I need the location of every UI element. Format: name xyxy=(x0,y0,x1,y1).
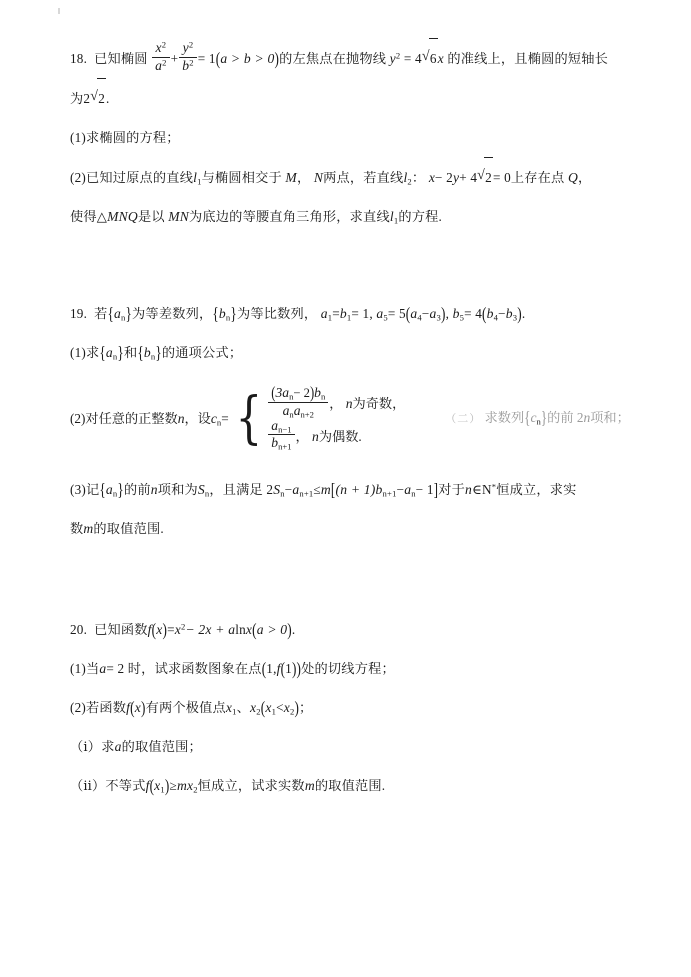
q19-le-sign: ≤ xyxy=(313,481,321,497)
q19-part1-label: (1) xyxy=(70,345,86,360)
q18-fraction-x2-a2: $\frac{x^2}{a^2}$ xyxy=(152,41,170,73)
q19-cond3-b5: b xyxy=(452,306,460,321)
q19-part1-text-c: 的通项公式； xyxy=(161,345,243,360)
q19-part3-text-f: 恒成立，求实 xyxy=(496,481,577,497)
q19-case1-condition: 为奇数， xyxy=(352,395,406,411)
q19-part2-lead: (2)对任意的正整数n，设$c_n=$ xyxy=(70,411,229,428)
q19-faint-marking: （二） xyxy=(445,413,482,426)
q18-stem-line1: 18. 已知椭圆 $\frac{x^2}{a^2}$ + $\frac{y^2}{b^2}$ = 1(a > b > 0)的左焦点在抛物线 $y^2 = 4$ √ 6x 的准线上，且椭圆的短轴长 xyxy=(70,38,630,78)
q18-parabola-x: x xyxy=(437,51,444,66)
q19-cond2-a5: a xyxy=(376,306,384,321)
q19-seq-a: a xyxy=(114,306,122,321)
q20-part2i-label: （ⅰ） xyxy=(70,738,102,754)
q18-fraction-y2-b2: $\frac{y^2}{b^2}$ xyxy=(179,41,197,73)
q18-line3-text-d: 的方程. xyxy=(398,209,442,224)
q19-case2-condition: 为偶数. xyxy=(318,428,362,444)
q18-line3-text-b: 是以 xyxy=(137,209,165,224)
q19-part3-label: (3) xyxy=(70,481,86,497)
q18-line2-prefix: 为 xyxy=(70,91,84,106)
q18-part-1 xyxy=(70,118,630,157)
q19-stem-b: 为等差数列， xyxy=(132,306,213,321)
q18-sqrt-2: √ 2 xyxy=(90,78,106,118)
q18-segment-MN: MN xyxy=(168,209,190,224)
gap-after-q18 xyxy=(70,236,630,294)
q18-number: 18. xyxy=(70,51,88,66)
q20-part2-label: (2) xyxy=(70,699,86,715)
q19-part-3-line2: 数m的取值范围. xyxy=(70,520,164,536)
q18-eq-x: x xyxy=(428,170,436,185)
q18-part1-text: 求椭圆的方程； xyxy=(85,130,180,145)
q18-eq-sqrt-2: √ 2 xyxy=(477,157,493,197)
q20-ln: ln xyxy=(235,621,246,637)
q18-line3-text-a: 使得 xyxy=(70,209,97,224)
q18-part1-label: (1) xyxy=(70,130,86,145)
q19-part-1: (1)求$\{a_n\}$和$\{b_n\}$的通项公式； xyxy=(70,342,243,363)
q19-part1-text-b: 和 xyxy=(123,345,138,360)
q19-c-n: c xyxy=(210,411,217,427)
q18-equals-one: = 1 xyxy=(197,51,216,66)
q18-part2-text-b: 与椭圆相交于 xyxy=(201,170,282,185)
q18-line-l1: l xyxy=(193,170,198,185)
q19-case-odd: $\frac{(3a_n- 2)b_n}{a_na_{n+2}}$ ， n为奇数， xyxy=(267,386,405,419)
paper-content xyxy=(70,38,630,805)
element-of-symbol: ∈ xyxy=(472,481,482,497)
q19-stem-c: 为等比数列， xyxy=(236,306,318,321)
q20-part1-text-a: 当 xyxy=(85,660,100,676)
q19-part2-lead-b: ，设 xyxy=(184,411,211,427)
q18-part-2-line1: (2)已知过原点的直线$l_1$与椭圆相交于 M， N两点，若直线$l_2$： x− 2y+ 4 √ 2= 0上存在点 Q， xyxy=(70,157,630,197)
q18-eq-zero: = 0 xyxy=(492,170,511,185)
q20-stem: 20. 已知函数$f(x)=x^2- 2x + alnx(a > 0)$. xyxy=(70,619,296,640)
q19-number: 19. xyxy=(70,306,88,321)
q18-stem-text-3: 的准线上，且椭圆的短轴长 xyxy=(447,51,609,66)
q19-part2-tail: （二） 求数列$\{c_n\}$的前 2n项和； xyxy=(445,407,630,428)
q20-part1-label: (1) xyxy=(70,660,86,676)
q20-part-2: (2)若函数f(x)有两个极值点$x_1$、$x_2(x_1<x_2)$； xyxy=(70,697,313,718)
q18-colon: ： xyxy=(411,170,426,185)
q20-part2ii-label: （ⅱ） xyxy=(70,777,106,793)
q18-comma-1: ， xyxy=(296,170,311,185)
q18-point-N: N xyxy=(313,170,324,185)
q18-stem-line2 xyxy=(70,78,630,118)
q18-point-Q: Q xyxy=(567,170,578,185)
q19-Sn: S xyxy=(197,481,205,497)
q19-part2-tail-a: 求数列 xyxy=(484,410,525,426)
q20-part2-text-a: 若函数 xyxy=(85,699,127,715)
triangle-symbol: △ xyxy=(96,209,108,224)
q18-point-M: M xyxy=(285,170,297,185)
ge-sign: ≥ xyxy=(169,777,177,793)
q20-part2-text-d: ； xyxy=(299,699,313,715)
q20-number: 20. xyxy=(70,621,88,637)
q18-line2-coefficient: 2 xyxy=(83,91,91,106)
q18-plus-sign: + xyxy=(170,51,179,66)
q20-part-2-ii: （ⅱ）不等式$f(x_1)\ge mx_2$恒成立，试求实数m的取值范围. xyxy=(70,775,386,796)
q20-stem-period: . xyxy=(291,621,296,637)
q20-part2-text-c: 、 xyxy=(236,699,251,715)
q19-cases xyxy=(267,383,406,452)
q20-fn-rest: − 2x + a xyxy=(185,621,236,637)
q18-comma-2: ， xyxy=(577,170,592,185)
q19-part2-lead-a: 对任意的正整数 xyxy=(85,411,178,427)
q20-part-2-i: （ⅰ）求a的取值范围； xyxy=(70,738,202,754)
q20-part1-text-b: = 2 时，试求函数图象在点 xyxy=(106,660,262,676)
q18-part2-text-d: 上存在点 xyxy=(510,170,565,185)
q19-part2-label: (2) xyxy=(70,411,86,427)
q19-stem-line1: 19. 若$\{a_n\}$为等差数列，$\{b_n\}$为等比数列， $a_1=b_1= 1$, $a_5= 5(a_4-a_3)$, $b_5= 4(b_4-b_3)$. xyxy=(70,303,526,324)
q19-seq-b: b xyxy=(218,306,226,321)
q20-part-1: (1)当a= 2 时，试求函数图象在点(1,f(1))处的切线方程； xyxy=(70,658,395,679)
q18-sqrt-6: √ 6 xyxy=(422,38,438,78)
q20-part2ii-text-a: 不等式 xyxy=(105,777,146,793)
q19-part-2: (2)对任意的正整数n，设$c_n=$ { $\frac{(3a_n- 2)b_n}{a_na_{n+2}}$ ， n为奇数， $\frac{a_{n-1}}{b_{n+1}}$ ， n为偶数. （二） 求数列$\{c_n\}$的前 2n项和； xyxy=(70,383,630,452)
q19-part3-text-b: 的前 xyxy=(123,481,151,497)
q20-function-f: f xyxy=(147,621,152,637)
q19-stem-period: . xyxy=(521,306,526,321)
q19-cond1-a1: a xyxy=(320,306,328,321)
q20-part1-text-c: 处的切线方程； xyxy=(301,660,395,676)
q19-case1-fraction: $\frac{(3a_n- 2)b_n}{a_na_{n+2}}$ xyxy=(268,386,328,418)
q20-part2-text-b: 有两个极值点 xyxy=(145,699,226,715)
q18-eq-minus-2: − 2 xyxy=(435,170,453,185)
question-19 xyxy=(70,294,630,548)
q18-line-l2: l xyxy=(403,170,408,185)
question-20 xyxy=(70,610,630,805)
q19-cond1-b1: b xyxy=(339,306,347,321)
q18-part2-text-c: 两点，若直线 xyxy=(323,170,404,185)
q18-parabola-eq: = 4 xyxy=(403,51,422,66)
q19-part-3-line1: (3)记$\{a_n\}$的前n项和为$S_n$，且满足 $2S_n-a_{n+1}\le m[(n + 1)b_{n+1}-a_n- 1]$对于n∈N*恒成立，求实 xyxy=(70,479,577,500)
q19-part3-text-a: 记 xyxy=(85,481,100,497)
q19-part3-text-c: 项和为 xyxy=(157,481,198,497)
q18-line2-period: . xyxy=(105,91,110,106)
q20-part2ii-text-c: 的取值范围. xyxy=(314,777,386,793)
q19-part3-text-e: 对于 xyxy=(438,481,466,497)
q20-part2ii-text-b: 恒成立，试求实数 xyxy=(197,777,305,793)
q19-stem-a: 若 xyxy=(94,306,108,321)
q19-part2-tail-b: 的前 2 xyxy=(547,410,584,426)
q18-part-2-line2: 使得△MNQ是以 MN为底边的等腰直角三角形，求直线$l_1$的方程. xyxy=(70,209,442,226)
q19-case2-fraction: $\frac{a_{n-1}}{b_{n+1}}$ xyxy=(268,419,294,451)
q19-part1-text-a: 求 xyxy=(85,345,100,360)
q18-eq-y: y xyxy=(452,170,460,185)
q19-cond1-value: = 1, xyxy=(351,306,373,321)
q18-part2-label: (2) xyxy=(70,170,86,185)
q19-case-even: $\frac{a_{n-1}}{b_{n+1}}$ ， n为偶数. xyxy=(267,419,405,452)
q18-stem-text-2: 的左焦点在抛物线 xyxy=(279,51,387,66)
q20-part2i-text-b: 的取值范围； xyxy=(121,738,202,754)
q18-eq-plus-4: + 4 xyxy=(459,170,478,185)
q19-part3-text-d: ，且满足 2 xyxy=(209,481,274,497)
q18-condition-abc: a > b > 0 xyxy=(220,51,275,66)
q18-stem-text-1: 已知椭圆 xyxy=(94,51,148,66)
question-18 xyxy=(70,38,630,236)
q18-part2-text-a: 已知过原点的直线 xyxy=(85,170,194,185)
q19-part2-tail-d: 项和； xyxy=(590,410,630,426)
scan-artifact-mark xyxy=(58,8,60,14)
q19-part3-text-g: 数 xyxy=(70,520,84,536)
q20-stem-a: 已知函数 xyxy=(94,621,148,637)
q18-line3-text-c: 为底边的等腰直角三角形，求直线 xyxy=(189,209,390,224)
gap-after-q19 xyxy=(70,548,630,610)
q18-triangle-MNQ: MNQ xyxy=(107,209,138,224)
q18-line3-l1: l xyxy=(389,209,394,224)
natural-numbers-set: N xyxy=(482,481,492,497)
q20-part2i-text-a: 求 xyxy=(101,738,115,754)
q19-part3-text-h: 的取值范围. xyxy=(93,520,164,536)
q18-parabola-lhs: y xyxy=(389,51,396,66)
